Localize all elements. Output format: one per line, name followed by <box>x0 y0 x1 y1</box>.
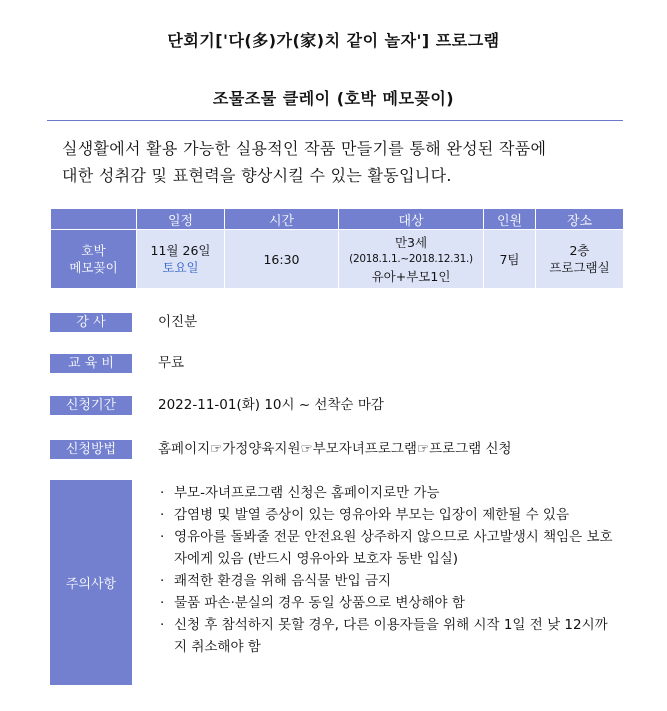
intro-text <box>62 135 622 189</box>
notes-list <box>160 482 615 658</box>
note-item: · 감염병 및 발열 증상이 있는 영유아와 부모는 입장이 제한될 수 있음 <box>160 504 615 526</box>
header-capacity: 인원 <box>484 209 536 230</box>
note-item: · 물품 파손·분실의 경우 동일 상품으로 변상해야 함 <box>160 592 615 614</box>
header-date: 일정 <box>137 209 225 230</box>
period-value: 2022-11-01(화) 10시 ~ 선착순 마감 <box>158 397 384 413</box>
instructor-value: 이진분 <box>158 314 198 330</box>
period-label: 신청기간 <box>50 396 132 415</box>
header-place: 장소 <box>536 209 624 230</box>
note-item: · 부모-자녀프로그램 신청은 홈페이지로만 가능 <box>160 482 615 504</box>
title-divider <box>47 120 623 121</box>
instructor-label: 강 사 <box>50 313 132 332</box>
method-value: 홈페이지☞가정양육지원☞부모자녀프로그램☞프로그램 신청 <box>158 441 512 457</box>
notes-label: 주의사항 <box>50 480 132 685</box>
schedule-table <box>50 208 624 289</box>
note-item: · 영유아를 돌봐줄 전문 안전요원 상주하지 않으므로 사고발생시 책임은 보호자에게 있음 (반드시 영유아와 보호자 동반 입실) <box>160 526 615 570</box>
program-name-cell <box>51 230 137 289</box>
intro-line-2: 대한 성취감 및 표현력을 향상시킬 수 있는 활동입니다. <box>62 166 452 185</box>
note-item: · 쾌적한 환경을 위해 음식물 반입 금지 <box>160 570 615 592</box>
note-item: · 신청 후 참석하지 못할 경우, 다른 이용자들을 위해 시작 1일 전 낮 12시까지 취소해야 함 <box>160 614 615 658</box>
target-age: 만3세 <box>394 234 428 250</box>
intro-line-1: 실생활에서 활용 가능한 실용적인 작품 만들기를 통해 완성된 작품에 <box>62 139 547 158</box>
header-target: 대상 <box>339 209 484 230</box>
method-label: 신청방법 <box>50 440 132 459</box>
schedule-row <box>51 230 624 289</box>
time-cell: 16:30 <box>225 230 339 289</box>
program-name-line-1: 호박 <box>81 243 106 258</box>
capacity-cell: 7팀 <box>484 230 536 289</box>
target-cell <box>339 230 484 289</box>
date-value: 11월 26일 <box>150 243 211 258</box>
place-line-1: 2층 <box>569 243 590 258</box>
weekday-value: 토요일 <box>162 260 199 275</box>
header-blank <box>51 209 137 230</box>
program-subtitle: 조물조물 클레이 (호박 메모꽂이) <box>212 89 455 108</box>
target-range: (2018.1.1.~2018.12.31.) <box>349 252 473 265</box>
place-line-2: 프로그램실 <box>549 260 610 275</box>
fee-label: 교 육 비 <box>50 354 132 373</box>
fee-value: 무료 <box>158 355 185 371</box>
place-cell <box>536 230 624 289</box>
header-time: 시간 <box>225 209 339 230</box>
target-group: 유아+부모1인 <box>371 268 451 284</box>
program-title: 단회기['다(多)가(家)치 같이 놀자'] 프로그램 <box>167 31 500 50</box>
schedule-header-row <box>51 209 624 230</box>
date-cell <box>137 230 225 289</box>
program-name-line-2: 메모꽂이 <box>69 260 118 275</box>
